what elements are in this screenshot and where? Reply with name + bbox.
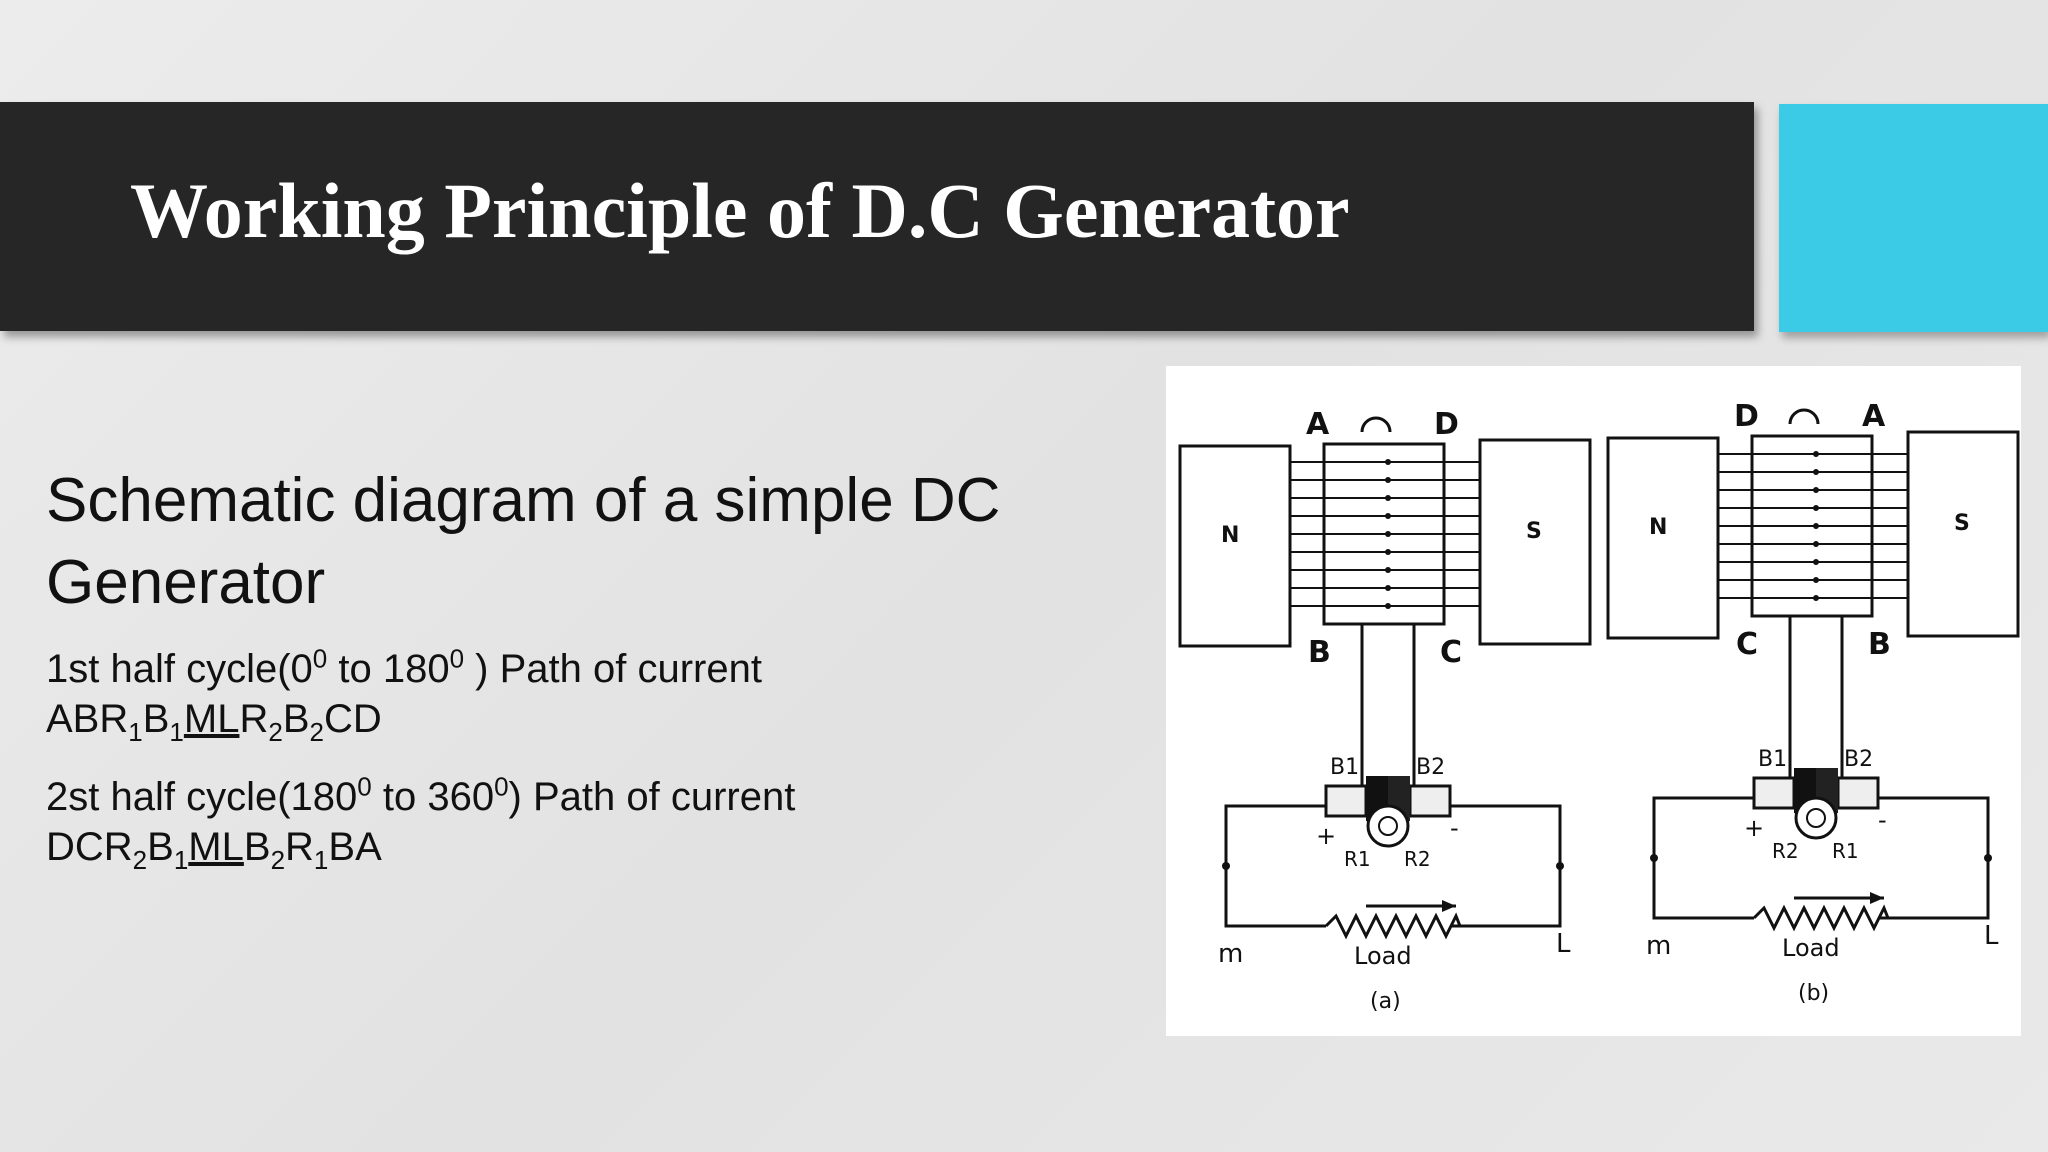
- brush-b1-label: B1: [1758, 747, 1788, 772]
- cycle1-sup-a: 0: [312, 643, 328, 674]
- path1-part: R: [239, 697, 269, 741]
- coil-label-b: B: [1308, 635, 1331, 670]
- cycle1-label-b: to 180: [327, 647, 450, 691]
- ring-r2-label: R2: [1404, 847, 1431, 871]
- slide-title: Working Principle of D.C Generator: [130, 167, 1350, 254]
- plus-sign: +: [1316, 822, 1337, 850]
- second-half-cycle: [46, 771, 1146, 875]
- pole-n-label: N: [1649, 515, 1668, 540]
- path1-part: B: [142, 697, 170, 741]
- path1-part: CD: [323, 697, 382, 741]
- panel-a: [1180, 407, 1590, 1014]
- path1-part: B: [282, 697, 310, 741]
- cycle2-label-a: 2st half cycle(180: [46, 775, 358, 819]
- path2-part: R: [285, 825, 314, 869]
- path2-part: ML: [188, 825, 244, 869]
- coil-label-a: A: [1862, 399, 1886, 434]
- path2-part: 1: [313, 845, 329, 875]
- coil-label-d: D: [1734, 399, 1759, 434]
- cycle1-label-c: ) Path of current: [464, 647, 762, 691]
- terminal-l-label: L: [1556, 929, 1571, 959]
- coil-label-c: C: [1440, 635, 1463, 670]
- cycle2-label-b: to 360: [371, 775, 495, 819]
- path2-part: B: [147, 825, 174, 869]
- terminal-l-label: L: [1984, 921, 1999, 951]
- plus-sign: +: [1744, 814, 1765, 842]
- dc-generator-diagram: [1166, 366, 2021, 1036]
- load-label: Load: [1782, 934, 1840, 962]
- path1-part: ABR: [46, 697, 129, 741]
- coil-label-d: D: [1434, 407, 1459, 442]
- path1-part: 1: [169, 717, 184, 747]
- subtitle: Schematic diagram of a simple DC Generator: [46, 466, 1001, 617]
- ring-r2-label: R2: [1772, 839, 1799, 863]
- cycle1-label-a: 1st half cycle(0: [46, 647, 313, 691]
- terminal-m-label: m: [1646, 931, 1672, 961]
- path1-part: 2: [309, 717, 324, 747]
- path2-part: B: [243, 825, 271, 869]
- terminal-m-label: m: [1218, 939, 1244, 969]
- path1-part: ML: [183, 697, 240, 741]
- path2-part: 2: [270, 845, 286, 875]
- path2-part: DCR: [46, 825, 133, 869]
- pole-n-label: N: [1221, 523, 1240, 548]
- coil-label-a: A: [1306, 407, 1330, 442]
- coil-label-c: C: [1736, 627, 1759, 662]
- accent-block: [1779, 104, 2048, 332]
- path2-part: 1: [173, 845, 189, 875]
- minus-sign: -: [1878, 806, 1887, 834]
- diagram-svg: [1166, 366, 2021, 1036]
- path1-part: 2: [268, 717, 283, 747]
- pole-s-label: S: [1526, 519, 1542, 544]
- path1-part: 1: [128, 717, 143, 747]
- path2-part: BA: [328, 825, 382, 869]
- cycle2-label-c: ) Path of current: [508, 775, 796, 819]
- coil-label-b: B: [1868, 627, 1891, 662]
- brush-b2-label: B2: [1844, 747, 1874, 772]
- first-half-cycle: [46, 643, 1146, 747]
- cycle2-sup-a: 0: [357, 771, 372, 802]
- brush-b2-label: B2: [1416, 755, 1446, 780]
- load-label: Load: [1354, 942, 1412, 970]
- ring-r1-label: R1: [1832, 839, 1859, 863]
- pole-s-label: S: [1954, 511, 1970, 536]
- caption-a: (a): [1370, 989, 1401, 1014]
- ring-r1-label: R1: [1344, 847, 1371, 871]
- title-bar: [0, 102, 1754, 331]
- cycle2-sup-b: 0: [494, 771, 509, 802]
- brush-b1-label: B1: [1330, 755, 1360, 780]
- path2-part: 2: [132, 845, 148, 875]
- cycle1-path: [46, 697, 382, 747]
- panel-b: [1608, 399, 2018, 1006]
- cycle2-path: [46, 825, 382, 875]
- slide-content: [46, 460, 1146, 900]
- cycle1-sup-b: 0: [449, 643, 465, 674]
- caption-b: (b): [1798, 981, 1830, 1006]
- minus-sign: -: [1450, 814, 1459, 842]
